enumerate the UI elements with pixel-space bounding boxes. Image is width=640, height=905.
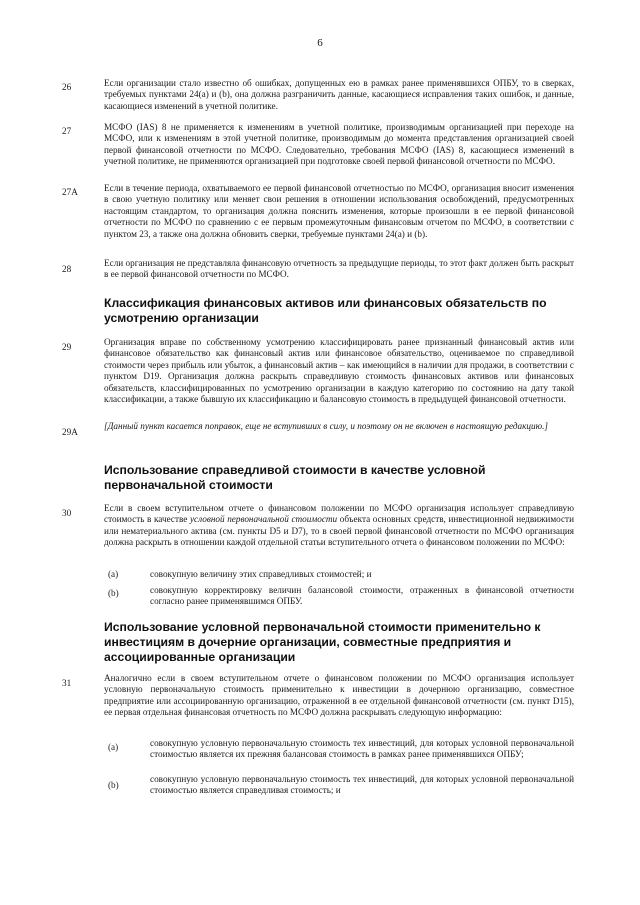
paragraph-number: 30 — [62, 508, 72, 518]
section-heading-investments: Использование условной первоначальной стоимости применительно к инвестициям в дочерние организации, совместные предприятия и ассоциированные организации — [104, 620, 541, 664]
paragraph-number: 29A — [62, 427, 78, 437]
subitem-label: (b) — [108, 780, 119, 790]
subitem-label: (b) — [108, 588, 119, 598]
section-heading-fair-value: Использование справедливой стоимости в качестве условной первоначальной стоимости — [104, 463, 486, 492]
paragraph-text — [104, 503, 574, 549]
subitem-text: совокупную корректировку величин балансовой стоимости, отраженных в финансовой отчетности согласно ранее применявшимся ОПБУ. — [150, 585, 574, 607]
subitem-text: совокупную условную первоначальную стоимость тех инвестиций, для которых условной первоначальной стоимостью является справедливая стоимость; и — [150, 774, 574, 796]
text-segment: объекта основных средств, инвестиционной недвижимости или нематериального актива (см. пункты D5 и D7), то в своей первой финансовой отчетности по МСФО организация должна раскрыть в отношении каждой отдельной статьи вступительного отчета о финансовом положении по МСФО: — [104, 514, 574, 548]
text-segment: Если в своем вступительном отчете о финансовом положении по МСФО организация использует справедливую стоимость в качестве — [104, 503, 574, 525]
paragraph-number: 31 — [62, 678, 72, 688]
paragraph-text: Если организации стало известно об ошибках, допущенных ею в рамках ранее применявшихся ОПБУ, то в сверках, требуемых пунктами 24(a) и (b), она должна разграничить данные, касающиеся исправления таких ошибок, и данные, касающиеся изменений в учетной политике. — [104, 78, 574, 111]
page-number: 6 — [317, 37, 323, 49]
section-heading-classification: Классификация финансовых активов или финансовых обязательств по усмотрению организации — [104, 296, 547, 325]
paragraph-number: 27 — [62, 126, 72, 136]
paragraph-number: 28 — [62, 264, 72, 274]
paragraph-text: [Данный пункт касается поправок, еще не вступивших в силу, и поэтому он не включен в настоящую редакцию.] — [104, 421, 548, 431]
paragraph-text: Если организация не представляла финансовую отчетность за предыдущие периоды, то этот факт должен быть раскрыт в ее первой финансовой отчетности по МСФО. — [104, 258, 574, 280]
paragraph-text: МСФО (IAS) 8 не применяется к изменениям в учетной политике, производимым организацией при переходе на МСФО, или к изменениям в этой учетной политике, производимым до момента представления организацией своей первой финансовой отчетности по МСФО. Следовательно, требования МСФО (IAS) 8, касающиеся изменений в учетной политике, не применяются организацией при подготовке своей первой финансовой отчетности по МСФО. — [104, 122, 574, 167]
paragraph-text: Если в течение периода, охватываемого ее первой финансовой отчетностью по МСФО, организация вносит изменения в свою учетную политику или меняет свои решения в отношении использования освобождений, предусмотренных настоящим стандартом, то организация должна пояснить изменения, которые произошли в ее первой финансовой отчетности по МСФО по сравнению с ее первым промежуточным финансовым отчетом по МСФО, в соответствии с пунктом 23, а также она должна обновить сверки, требуемые пунктами 24(a) и (b). — [104, 183, 574, 239]
paragraph-number: 29 — [62, 342, 72, 352]
subitem-label: (a) — [108, 569, 119, 579]
italic-term: условной первоначальной стоимости — [189, 514, 338, 525]
paragraph-number: 27A — [62, 187, 78, 197]
paragraph-number: 26 — [62, 82, 72, 92]
paragraph-text: Организация вправе по собственному усмотрению классифицировать ранее признанный финансовый актив или финансовое обязательство как финансовый актив или финансовое обязательство, оцениваемое по справедливой стоимости через прибыль или убыток, а финансовый актив – как имеющийся в наличии для продажи, в соответствии с пунктом D19. Организация должна раскрыть справедливую стоимость финансовых активов или финансовых обязательств, классифицированных по усмотрению организации в каждую категорию по состоянию на дату такой классификации, а также бывшую их классификацию и балансовую стоимость в предыдущей финансовой отчетности. — [104, 337, 574, 405]
paragraph-text: Аналогично если в своем вступительном отчете о финансовом положении по МСФО организация использует условную первоначальную стоимость применительно к инвестиции в дочернюю организацию, совместное предприятие или ассоциированную организацию, отраженной в ее отдельной финансовой отчетности (см. пункт D15), ее первая отдельная финансовая отчетность по МСФО должна раскрывать следующую информацию: — [104, 673, 574, 718]
subitem-label: (a) — [108, 742, 119, 752]
subitem-text: совокупную величину этих справедливых стоимостей; и — [150, 569, 372, 579]
subitem-text: совокупную условную первоначальную стоимость тех инвестиций, для которых условной первоначальной стоимостью является их прежняя балансовая стоимость в рамках ранее применявшихся ОПБУ; — [150, 738, 574, 760]
